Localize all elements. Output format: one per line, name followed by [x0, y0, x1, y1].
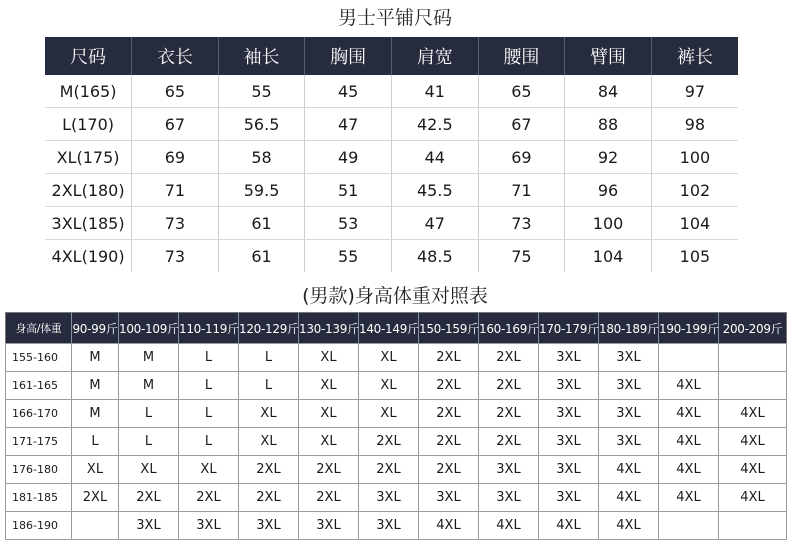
height-weight-cell: XL — [359, 400, 419, 428]
height-weight-title: (男款)身高体重对照表 — [302, 285, 488, 307]
height-weight-cell: 3XL — [359, 484, 419, 512]
height-weight-cell: XL — [299, 428, 359, 456]
height-weight-cell: 4XL — [479, 512, 539, 540]
size-chart-cell: 58 — [218, 141, 305, 174]
height-weight-cell: 2XL — [419, 456, 479, 484]
height-weight-cell: 161-165 — [6, 372, 72, 400]
height-weight-header-cell: 90-99斤 — [72, 313, 119, 344]
height-weight-cell: 4XL — [539, 512, 599, 540]
height-weight-row — [6, 456, 787, 484]
height-weight-cell: XL — [299, 400, 359, 428]
height-weight-cell — [72, 512, 119, 540]
size-chart-cell: 88 — [565, 108, 652, 141]
height-weight-cell: L — [239, 344, 299, 372]
size-chart-cell: 61 — [218, 207, 305, 240]
height-weight-cell: 2XL — [419, 400, 479, 428]
height-weight-cell: 3XL — [419, 484, 479, 512]
height-weight-cell: 3XL — [599, 400, 659, 428]
height-weight-header-cell: 120-129斤 — [239, 313, 299, 344]
size-chart-cell: 73 — [132, 207, 219, 240]
height-weight-cell — [659, 344, 719, 372]
size-chart-cell: 104 — [565, 240, 652, 273]
size-chart-cell: 49 — [305, 141, 392, 174]
height-weight-cell: XL — [119, 456, 179, 484]
size-chart-cell: 67 — [478, 108, 565, 141]
height-weight-cell: 3XL — [239, 512, 299, 540]
size-chart-cell: L(170) — [45, 108, 132, 141]
height-weight-cell: 3XL — [539, 400, 599, 428]
height-weight-cell: L — [179, 400, 239, 428]
size-chart-cell: 73 — [132, 240, 219, 273]
height-weight-cell: 2XL — [359, 428, 419, 456]
height-weight-cell: 4XL — [719, 484, 787, 512]
size-chart-cell: 44 — [392, 141, 479, 174]
size-chart-cell: 45.5 — [392, 174, 479, 207]
height-weight-header-cell: 100-109斤 — [119, 313, 179, 344]
height-weight-cell: 4XL — [659, 456, 719, 484]
size-chart-cell: 42.5 — [392, 108, 479, 141]
size-chart-cell: 2XL(180) — [45, 174, 132, 207]
height-weight-cell: M — [119, 344, 179, 372]
size-chart-header-cell: 袖长 — [218, 37, 305, 75]
height-weight-cell — [659, 512, 719, 540]
size-chart-cell: 45 — [305, 75, 392, 108]
size-chart-cell: 47 — [305, 108, 392, 141]
size-chart-header-cell: 胸围 — [305, 37, 392, 75]
size-chart-row — [45, 108, 738, 141]
height-weight-cell: 3XL — [299, 512, 359, 540]
height-weight-cell: 3XL — [479, 456, 539, 484]
size-chart-cell: 47 — [392, 207, 479, 240]
height-weight-cell: 2XL — [419, 428, 479, 456]
height-weight-cell: M — [119, 372, 179, 400]
height-weight-cell: XL — [239, 400, 299, 428]
size-chart-cell: 96 — [565, 174, 652, 207]
size-chart-cell: 75 — [478, 240, 565, 273]
size-chart-row — [45, 207, 738, 240]
height-weight-cell: 2XL — [359, 456, 419, 484]
size-chart-row — [45, 174, 738, 207]
height-weight-header-cell: 110-119斤 — [179, 313, 239, 344]
size-chart-cell: 41 — [392, 75, 479, 108]
size-chart-cell: 59.5 — [218, 174, 305, 207]
height-weight-row — [6, 372, 787, 400]
height-weight-cell: 2XL — [419, 372, 479, 400]
height-weight-cell: 3XL — [479, 484, 539, 512]
size-chart-cell: 97 — [651, 75, 738, 108]
size-chart-cell: 55 — [218, 75, 305, 108]
height-weight-cell: 3XL — [539, 344, 599, 372]
size-chart-cell: 55 — [305, 240, 392, 273]
height-weight-cell: 2XL — [479, 344, 539, 372]
size-chart-cell: 105 — [651, 240, 738, 273]
size-chart-row — [45, 75, 738, 108]
height-weight-cell: 3XL — [599, 428, 659, 456]
size-chart-header-cell: 衣长 — [132, 37, 219, 75]
size-chart-cell: 3XL(185) — [45, 207, 132, 240]
height-weight-cell: L — [119, 428, 179, 456]
size-chart-header-cell: 尺码 — [45, 37, 132, 75]
size-chart-cell: M(165) — [45, 75, 132, 108]
height-weight-header-cell: 140-149斤 — [359, 313, 419, 344]
height-weight-cell: 4XL — [419, 512, 479, 540]
height-weight-cell: 3XL — [119, 512, 179, 540]
height-weight-cell: 186-190 — [6, 512, 72, 540]
height-weight-cell: 2XL — [179, 484, 239, 512]
height-weight-row — [6, 484, 787, 512]
height-weight-cell: 2XL — [239, 484, 299, 512]
size-chart-cell: 69 — [478, 141, 565, 174]
height-weight-cell: 2XL — [479, 428, 539, 456]
height-weight-header-cell: 200-209斤 — [719, 313, 787, 344]
height-weight-row — [6, 512, 787, 540]
height-weight-header-cell: 150-159斤 — [419, 313, 479, 344]
height-weight-cell: 2XL — [479, 372, 539, 400]
size-chart-cell: 92 — [565, 141, 652, 174]
size-chart-body — [45, 75, 738, 272]
height-weight-row — [6, 344, 787, 372]
size-chart-header-cell: 臂围 — [565, 37, 652, 75]
height-weight-cell: 3XL — [539, 484, 599, 512]
height-weight-table — [5, 312, 787, 540]
height-weight-cell: 3XL — [179, 512, 239, 540]
height-weight-cell: 2XL — [299, 484, 359, 512]
height-weight-cell: 4XL — [599, 484, 659, 512]
height-weight-cell: M — [72, 344, 119, 372]
height-weight-cell: L — [179, 344, 239, 372]
height-weight-cell: L — [179, 372, 239, 400]
size-chart-cell: 4XL(190) — [51, 246, 125, 266]
size-chart-cell: 69 — [132, 141, 219, 174]
height-weight-header-cell: 身高/体重 — [6, 313, 72, 344]
height-weight-cell: XL — [72, 456, 119, 484]
height-weight-cell: 155-160 — [6, 344, 72, 372]
height-weight-row — [6, 428, 787, 456]
height-weight-cell: 4XL — [719, 428, 787, 456]
height-weight-cell: 3XL — [539, 456, 599, 484]
height-weight-cell: XL — [239, 428, 299, 456]
height-weight-cell: L — [179, 428, 239, 456]
height-weight-cell: 3XL — [599, 344, 659, 372]
size-chart-cell: 65 — [478, 75, 565, 108]
height-weight-cell — [719, 372, 787, 400]
height-weight-cell: L — [239, 372, 299, 400]
height-weight-cell: 4XL — [719, 400, 787, 428]
size-chart-cell: 84 — [565, 75, 652, 108]
height-weight-cell: M — [72, 400, 119, 428]
height-weight-cell: 3XL — [359, 512, 419, 540]
size-chart-header-cell: 裤长 — [651, 37, 738, 75]
height-weight-cell: 3XL — [539, 372, 599, 400]
height-weight-cell: 2XL — [299, 456, 359, 484]
height-weight-cell: XL — [359, 372, 419, 400]
size-chart-cell: 67 — [132, 108, 219, 141]
height-weight-cell: XL — [359, 344, 419, 372]
height-weight-header-cell: 130-139斤 — [299, 313, 359, 344]
size-chart-cell: XL(175) — [45, 141, 132, 174]
height-weight-header-cell: 160-169斤 — [479, 313, 539, 344]
size-chart-cell: 71 — [478, 174, 565, 207]
size-chart-row — [45, 141, 738, 174]
height-weight-cell: 3XL — [539, 428, 599, 456]
size-chart-cell: 100 — [651, 141, 738, 174]
size-chart-cell: 65 — [132, 75, 219, 108]
height-weight-cell: 176-180 — [6, 456, 72, 484]
size-chart-header-row — [45, 37, 738, 75]
height-weight-body — [6, 344, 787, 540]
height-weight-cell: 2XL — [119, 484, 179, 512]
height-weight-cell: 2XL — [72, 484, 119, 512]
size-chart-cell: 71 — [132, 174, 219, 207]
size-chart-header-cell: 腰围 — [478, 37, 565, 75]
size-chart-row — [45, 240, 738, 273]
height-weight-header-row — [6, 313, 787, 344]
height-weight-header-cell: 190-199斤 — [659, 313, 719, 344]
size-chart-cell: 51 — [305, 174, 392, 207]
height-weight-cell: 2XL — [239, 456, 299, 484]
height-weight-cell: L — [119, 400, 179, 428]
height-weight-header-cell: 170-179斤 — [539, 313, 599, 344]
height-weight-cell: 4XL — [659, 484, 719, 512]
height-weight-cell — [719, 512, 787, 540]
height-weight-cell: 3XL — [599, 372, 659, 400]
size-chart-cell: 73 — [478, 207, 565, 240]
height-weight-cell: L — [72, 428, 119, 456]
height-weight-cell: XL — [179, 456, 239, 484]
height-weight-cell: XL — [299, 372, 359, 400]
size-chart-cell: 98 — [651, 108, 738, 141]
height-weight-cell: 181-185 — [6, 484, 72, 512]
height-weight-cell: 2XL — [479, 400, 539, 428]
size-chart-cell: 104 — [651, 207, 738, 240]
height-weight-cell: 166-170 — [6, 400, 72, 428]
size-chart-cell: 53 — [305, 207, 392, 240]
height-weight-header-cell: 180-189斤 — [599, 313, 659, 344]
size-chart-cell: 102 — [651, 174, 738, 207]
height-weight-cell: 4XL — [599, 456, 659, 484]
height-weight-cell: 4XL — [659, 400, 719, 428]
height-weight-cell: 4XL — [659, 428, 719, 456]
size-chart-cell: 56.5 — [218, 108, 305, 141]
height-weight-cell — [719, 344, 787, 372]
height-weight-cell: 4XL — [719, 456, 787, 484]
size-chart-title: 男士平铺尺码 — [337, 7, 452, 29]
size-chart-header-cell: 肩宽 — [392, 37, 479, 75]
height-weight-cell: 171-175 — [6, 428, 72, 456]
height-weight-cell: M — [72, 372, 119, 400]
size-chart-cell: 100 — [565, 207, 652, 240]
height-weight-row — [6, 400, 787, 428]
size-chart-table — [45, 37, 738, 272]
height-weight-cell: XL — [299, 344, 359, 372]
size-chart-cell: 48.5 — [392, 240, 479, 273]
size-chart-cell: 61 — [218, 240, 305, 273]
height-weight-cell: 4XL — [599, 512, 659, 540]
height-weight-cell: 2XL — [419, 344, 479, 372]
height-weight-cell: 4XL — [659, 372, 719, 400]
